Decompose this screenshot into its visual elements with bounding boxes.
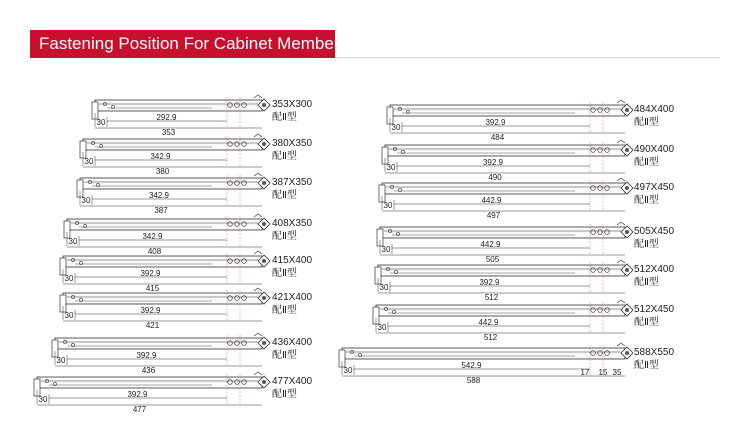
roller-hub (262, 296, 266, 300)
model-type-label: 配Ⅱ型 (272, 305, 297, 316)
dim-offset-label: 30 (56, 356, 66, 365)
dim-offset-label: 30 (68, 237, 78, 246)
slide-rail-right-6 (373, 300, 674, 342)
model-type-label: 配Ⅱ型 (272, 112, 297, 123)
dim-total-label: 512 (483, 333, 498, 342)
dim-total-label: 490 (488, 173, 502, 182)
model-label: 436X400 (272, 337, 313, 348)
model-label: 588X550 (634, 347, 675, 358)
model-label: 490X400 (634, 144, 675, 155)
dim-offset-label: 30 (96, 118, 106, 127)
dim-inner-label: 392.9 (127, 390, 148, 399)
rail-stopper (617, 300, 625, 303)
dim-total-label: 505 (485, 255, 500, 264)
rail-body (380, 227, 625, 238)
rail-stopper (254, 95, 262, 98)
dim-total-label: 484 (490, 133, 505, 142)
roller-hub (625, 108, 629, 112)
dim-offset-label: 30 (64, 274, 74, 283)
model-label: 353X300 (272, 99, 313, 110)
rail-body (342, 348, 625, 359)
slide-rail-right-4 (377, 222, 674, 264)
rail-stopper (617, 343, 625, 346)
rail-body (95, 100, 262, 111)
slide-rail-left-8 (34, 372, 312, 414)
slide-rail-left-1 (92, 95, 312, 137)
dim-offset-label: 30 (38, 395, 48, 404)
model-type-label: 配Ⅱ型 (272, 151, 297, 162)
rail-stopper (254, 251, 262, 254)
roller-hub (262, 142, 266, 146)
dim-total-label: 497 (486, 211, 501, 220)
rail-body (378, 265, 625, 276)
model-label: 415X400 (272, 255, 313, 266)
dim-total-label: 436 (141, 366, 156, 375)
dim-total-label: 477 (132, 405, 147, 414)
rail-body (382, 183, 625, 194)
dim-offset-label: 30 (84, 157, 94, 166)
slide-rail-right-3 (379, 178, 674, 220)
dim-total-label: 353 (161, 128, 176, 137)
dim-offset-label: 30 (343, 366, 353, 375)
dim-inner-label: 392.9 (140, 269, 161, 278)
model-label: 421X400 (272, 292, 313, 303)
model-label: 512X400 (634, 264, 675, 275)
model-type-label: 配Ⅱ型 (634, 277, 659, 288)
slide-rail-right-5 (375, 260, 674, 302)
rail-stopper (254, 288, 262, 291)
model-type-label: 配Ⅱ型 (634, 157, 659, 168)
slide-rail-left-4 (64, 214, 312, 256)
slide-rail-left-5 (60, 251, 312, 293)
roller-hub (262, 222, 266, 226)
slide-rail-right-1 (387, 100, 674, 142)
dim-total-label: 421 (145, 321, 160, 330)
dim-inner-label: 392.9 (140, 306, 161, 315)
model-type-label: 配Ⅱ型 (634, 239, 659, 250)
rail-stopper (254, 173, 262, 176)
model-label: 380X350 (272, 138, 313, 149)
roller-hub (262, 380, 266, 384)
dim-inner-label: 392.9 (136, 351, 157, 360)
dim-offset-label: 30 (379, 283, 389, 292)
model-label: 477X400 (272, 376, 313, 387)
rail-stopper (617, 260, 625, 263)
dim-total-label: 408 (147, 247, 162, 256)
dim-inner-label: 442.9 (478, 318, 499, 327)
model-type-label: 配Ⅱ型 (634, 317, 659, 328)
dim-inner-label: 392.9 (482, 158, 504, 167)
dim-inner-label: 392.9 (479, 278, 500, 287)
model-label: 505X450 (634, 226, 675, 237)
slide-rail-right-7 (339, 343, 674, 385)
dim-inner-label: 442.9 (481, 196, 502, 205)
slide-rail-left-7 (52, 333, 312, 375)
rail-stopper (617, 100, 625, 103)
dim-offset-label: 30 (381, 245, 391, 254)
slide-rail-right-2 (382, 140, 674, 182)
model-label: 512X450 (634, 304, 675, 315)
dim-offset-label: 30 (81, 196, 91, 205)
rail-body (83, 139, 262, 150)
dim-inner-label: 342.9 (150, 152, 171, 161)
roller-hub (625, 186, 629, 190)
dim-inner-label: 442.9 (480, 240, 501, 249)
rail-body (67, 219, 262, 230)
roller-hub (262, 103, 266, 107)
dim-inner-label: 542.9 (461, 361, 482, 370)
roller-hub (625, 308, 629, 312)
model-type-label: 配Ⅱ型 (634, 360, 659, 371)
slide-rail-left-3 (77, 173, 312, 215)
dim-inner-label: 342.9 (148, 191, 170, 200)
rail-body (385, 145, 625, 156)
rail-stopper (254, 134, 262, 137)
dim-total-label: 380 (155, 167, 170, 176)
dim-extra-label: 15 (598, 368, 608, 377)
rail-body (55, 338, 262, 349)
model-type-label: 配Ⅱ型 (634, 195, 659, 206)
dim-inner-label: 392.9 (485, 118, 506, 127)
rail-stopper (254, 333, 262, 336)
model-label: 497X450 (634, 182, 675, 193)
dim-offset-label: 30 (391, 123, 401, 132)
rail-body (37, 377, 262, 388)
roller-hub (262, 259, 266, 263)
model-type-label: 配Ⅱ型 (272, 268, 297, 279)
roller-hub (625, 148, 629, 152)
rail-stopper (254, 372, 262, 375)
model-label: 408X350 (272, 218, 313, 229)
dim-total-label: 415 (145, 284, 160, 293)
slide-rail-left-6 (60, 288, 312, 330)
roller-hub (262, 181, 266, 185)
roller-hub (625, 351, 629, 355)
model-type-label: 配Ⅱ型 (272, 350, 297, 361)
model-type-label: 配Ⅱ型 (272, 389, 297, 400)
model-type-label: 配Ⅱ型 (634, 117, 659, 128)
dim-inner-label: 292.9 (156, 113, 177, 122)
slide-rail-left-2 (80, 134, 312, 176)
dim-offset-label: 30 (383, 201, 393, 210)
rail-stopper (254, 214, 262, 217)
dim-offset-label: 30 (64, 311, 74, 320)
roller-hub (625, 268, 629, 272)
dim-offset-label: 30 (377, 323, 387, 332)
rail-stopper (617, 222, 625, 225)
section-title: Fastening Position For Cabinet Member (30, 30, 335, 58)
dim-inner-label: 342.9 (142, 232, 163, 241)
model-type-label: 配Ⅱ型 (272, 231, 297, 242)
roller-hub (625, 230, 629, 234)
dim-offset-label: 30 (386, 163, 396, 172)
roller-hub (262, 341, 266, 345)
dim-total-label: 387 (154, 206, 168, 215)
model-label: 387X350 (272, 177, 313, 188)
rail-stopper (617, 178, 625, 181)
model-type-label: 配Ⅱ型 (272, 190, 297, 201)
dim-extra-label: 17 (580, 368, 590, 377)
rail-stopper (617, 140, 625, 143)
dim-total-label: 588 (466, 376, 481, 385)
dim-extra-label: 35 (612, 368, 622, 377)
rail-body (376, 305, 625, 316)
dim-total-label: 512 (484, 293, 499, 302)
model-label: 484X400 (634, 104, 675, 115)
